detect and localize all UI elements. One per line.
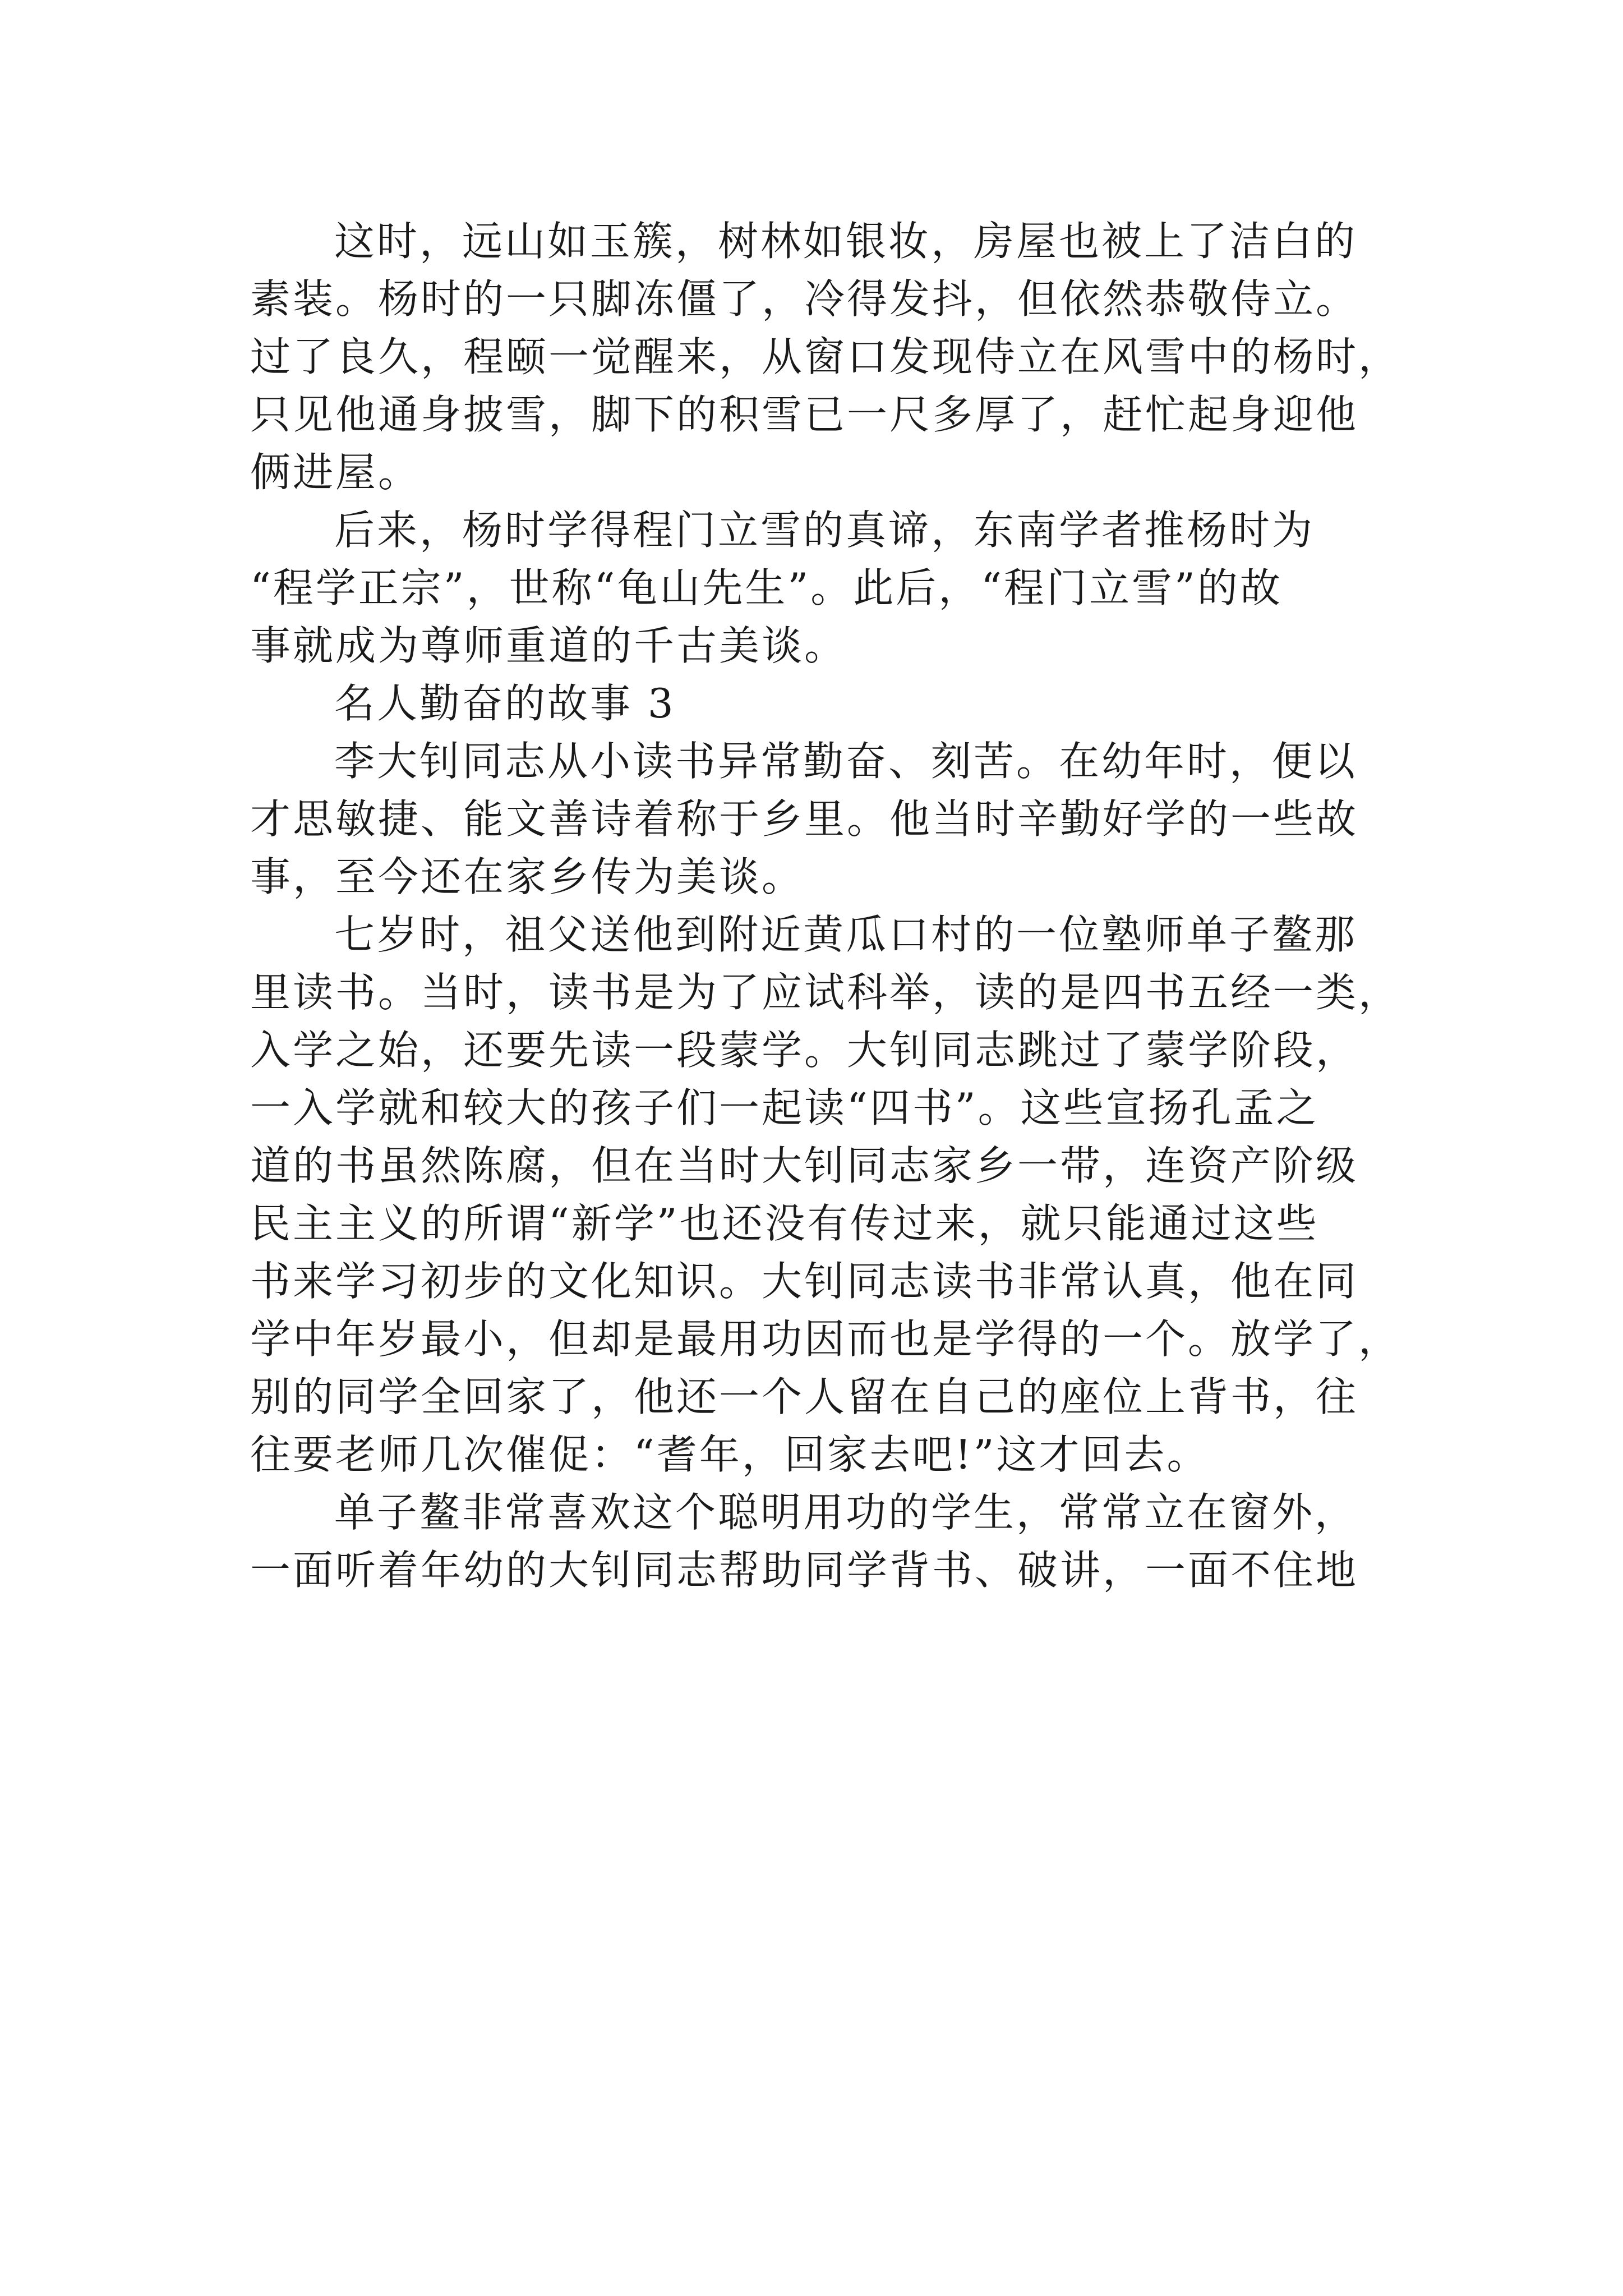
text-line: 单子鳌非常喜欢这个聪明用功的学生，常常立在窗外，	[334, 1489, 1358, 1536]
text-line: 这时，远山如玉簇，树林如银妆，房屋也被上了洁白的	[334, 218, 1358, 265]
text-line: 素装。杨时的一只脚冻僵了，冷得发抖，但依然恭敬侍立。	[250, 275, 1359, 323]
text-line: 书来学习初步的文化知识。大钊同志读书非常认真，他在同	[250, 1258, 1359, 1305]
text-line: 一入学就和较大的孩子们一起读“四书”。这些宣扬孔孟之	[250, 1084, 1319, 1131]
text-line: “程学正宗”，世称“龟山先生”。此后，“程门立雪”的故	[250, 564, 1283, 611]
text-line: 学中年岁最小，但却是最用功因而也是学得的一个。放学了，	[250, 1315, 1401, 1363]
text-line: 才思敏捷、能文善诗着称于乡里。他当时辛勤好学的一些故	[250, 795, 1359, 843]
text-line: 里读书。当时，读书是为了应试科举，读的是四书五经一类，	[250, 969, 1401, 1016]
text-line: 只见他通身披雪，脚下的积雪已一尺多厚了，赶忙起身迎他	[250, 391, 1359, 438]
text-line: 一面听着年幼的大钊同志帮助同学背书、破讲，一面不住地	[250, 1547, 1359, 1594]
text-line: 道的书虽然陈腐，但在当时大钊同志家乡一带，连资产阶级	[250, 1142, 1359, 1189]
text-line: 后来，杨时学得程门立雪的真谛，东南学者推杨时为	[334, 507, 1315, 554]
text-line: 入学之始，还要先读一段蒙学。大钊同志跳过了蒙学阶段，	[250, 1027, 1359, 1074]
text-line: 民主主义的所谓“新学”也还没有传过来，就只能通过这些	[250, 1200, 1319, 1247]
text-line: 李大钊同志从小读书异常勤奋、刻苦。在幼年时，便以	[334, 738, 1358, 785]
text-line: 往要老师几次催促：“耆年，回家去吧!”这才回去。	[250, 1431, 1210, 1478]
text-line: 七岁时，祖父送他到附近黄瓜口村的一位塾师单子鳌那	[334, 911, 1358, 958]
text-line: 过了良久，程颐一觉醒来，从窗口发现侍立在风雪中的杨时，	[250, 333, 1401, 380]
text-line: 事就成为尊师重道的千古美谈。	[250, 622, 847, 669]
text-line: 俩进屋。	[250, 449, 421, 496]
section-heading: 名人勤奋的故事 3	[334, 680, 676, 727]
text-line: 事，至今还在家乡传为美谈。	[250, 853, 805, 900]
text-line: 别的同学全回家了，他还一个人留在自己的座位上背书，往	[250, 1373, 1359, 1420]
